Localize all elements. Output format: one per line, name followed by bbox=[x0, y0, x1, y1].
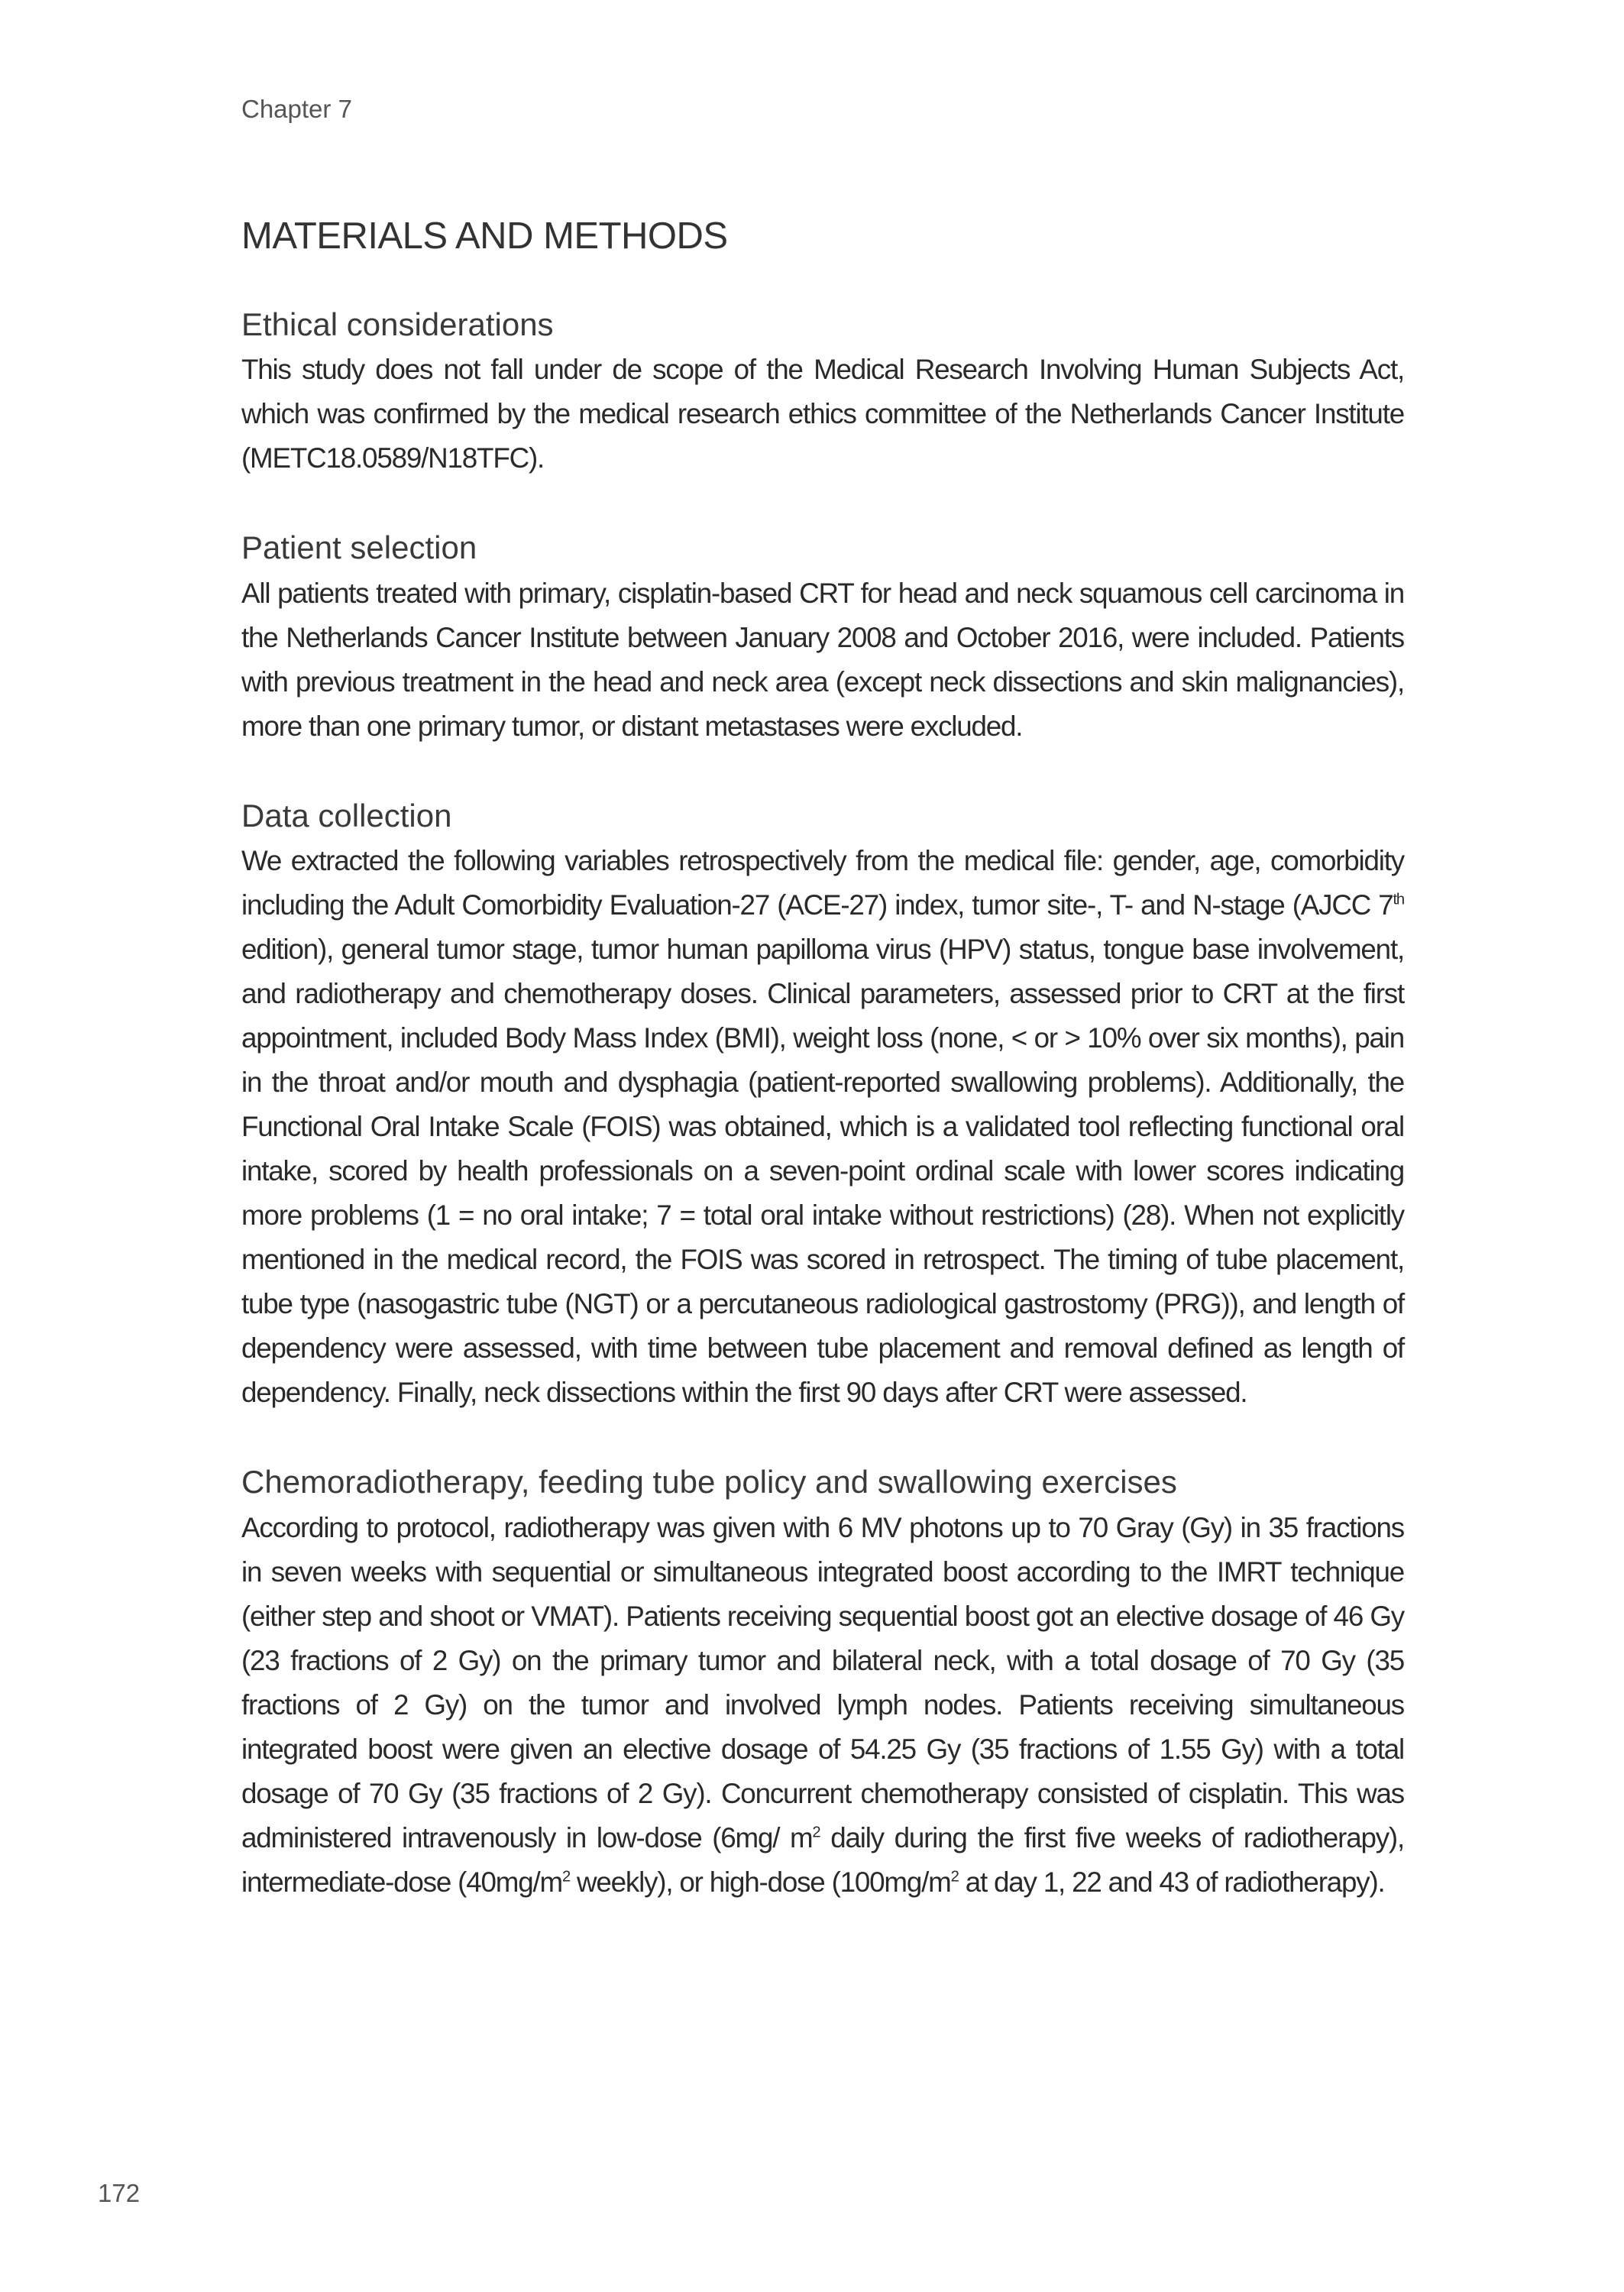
page-number: 172 bbox=[98, 2179, 141, 2207]
section-paragraph bbox=[241, 1506, 1404, 1905]
superscript: th bbox=[1393, 892, 1404, 909]
text-run: weekly), or high-dose (100mg/m bbox=[570, 1866, 951, 1898]
section-patient-selection bbox=[241, 528, 1404, 749]
page-content bbox=[241, 214, 1404, 1952]
section-heading: Ethical considerations bbox=[241, 306, 554, 342]
section-data-collection bbox=[241, 796, 1404, 1416]
section-heading: Chemoradiotherapy, feeding tube policy and swallowing exercises bbox=[241, 1464, 1177, 1500]
main-heading: MATERIALS AND METHODS bbox=[241, 215, 728, 257]
superscript: 2 bbox=[812, 1824, 820, 1841]
text-run: According to protocol, radiotherapy was given with 6 MV photons up to 70 Gray (Gy) in 35 fractions in seven weeks with sequential or simultaneous integrated boost according to the IMRT technique (either step and shoot or VMAT). Patients receiving sequential boost got an elective dosage of 46 Gy (23 fractions of 2 Gy) on the primary tumor and bilateral neck, with a total dosage of 70 Gy (35 fractions of 2 Gy) on the tumor and involved lymph nodes. Patients receiving simultaneous integrated boost were given an elective dosage of 54.25 Gy (35 fractions of 1.55 Gy) with a total dosage of 70 Gy (35 fractions of 2 Gy). Concurrent chemotherapy consisted of cisplatin. This was administered intravenously in low-dose (6mg/ m bbox=[241, 1511, 1404, 1853]
section-heading: Patient selection bbox=[241, 529, 477, 566]
text-run: edition), general tumor stage, tumor human papilloma virus (HPV) status, tongue base involvement, and radiotherapy and chemotherapy doses. Clinical parameters, assessed prior to CRT at the first appointment, included Body Mass Index (BMI), weight loss (none, < or > 10% over six months), pain in the throat and/or mouth and dysphagia (patient-reported swallowing problems). Additionally, the Functional Oral Intake Scale (FOIS) was obtained, which is a validated tool reflecting functional oral intake, scored by health professionals on a seven-point ordinal scale with lower scores indicating more problems (1 = no oral intake; 7 = total oral intake without restrictions) (28). When not explicitly mentioned in the medical record, the FOIS was scored in retrospect. The timing of tube placement, tube type (nasogastric tube (NGT) or a percutaneous radiological gastrostomy (PRG)), and length of dependency were assessed, with time between tube placement and removal defined as length of dependency. Finally, neck dissections within the first 90 days after CRT were assessed. bbox=[241, 934, 1404, 1409]
section-chemoradiotherapy bbox=[241, 1462, 1404, 1905]
section-ethical-considerations bbox=[241, 305, 1404, 481]
superscript: 2 bbox=[950, 1868, 959, 1886]
text-run: We extracted the following variables retrospectively from the medical file: gender, age, comorbidity including the Adult Comorbidity Evaluation-27 (ACE-27) index, tumor site-, T- and N-stage (AJCC 7 bbox=[241, 845, 1404, 921]
section-paragraph: This study does not fall under de scope of the Medical Research Involving Human Subjects Act, which was confirmed by the medical research ethics committee of the Netherlands Cancer Institute (METC18.0589/N18TFC). bbox=[241, 354, 1404, 474]
text-run: daily during the first five weeks of radiotherapy), intermediate-dose (40mg/m bbox=[241, 1821, 1404, 1898]
section-heading: Data collection bbox=[241, 797, 452, 834]
running-header: Chapter 7 bbox=[241, 95, 352, 123]
section-paragraph bbox=[241, 839, 1404, 1415]
text-run: at day 1, 22 and 43 of radiotherapy). bbox=[958, 1866, 1385, 1898]
superscript: 2 bbox=[561, 1868, 570, 1886]
section-paragraph: All patients treated with primary, cisplatin-based CRT for head and neck squamous cell carcinoma in the Netherlands Cancer Institute between January 2008 and October 2016, were included. Patients with previous treatment in the head and neck area (except neck dissections and skin malignancies), more than one primary tumor, or distant metastases were excluded. bbox=[241, 577, 1404, 742]
